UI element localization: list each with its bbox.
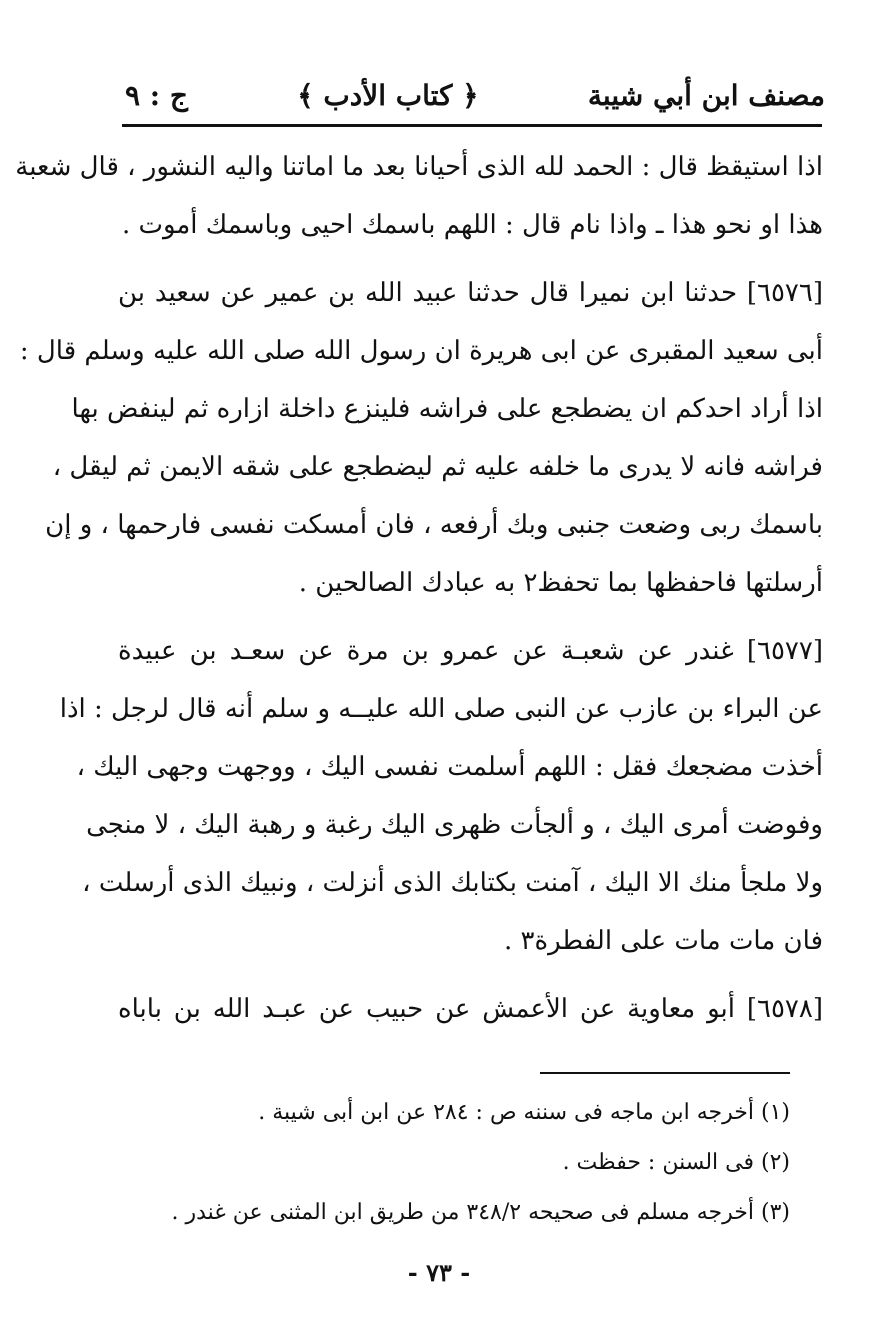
text-line: عن البراء بن عازب عن النبى صلى الله عليــه و سلم أنه قال لرجل : اذا <box>59 694 823 724</box>
page-number: - ٧٣ - <box>407 1258 471 1287</box>
text-line: ولا ملجأ منك الا اليك ، آمنت بكتابك الذى أنزلت ، ونبيك الذى أرسلت ، <box>82 868 823 898</box>
text-line: فراشه فانه لا يدرى ما خلفه عليه ثم ليضطجع على شقه الايمن ثم ليقل ، <box>52 452 823 482</box>
page-header <box>125 70 825 120</box>
text-line: باسمك ربى وضعت جنبى وبك أرفعه ، فان أمسكت نفسى فارحمها ، و إن <box>45 510 823 540</box>
footnote-3: (٣) أخرجه مسلم فى صحيحه ٣٤٨/٢ من طريق ابن المثنى عن غندر . <box>171 1200 790 1225</box>
text-line: وفوضت أمرى اليك ، و ألجأت ظهرى اليك رغبة و رهبة اليك ، لا منجى <box>86 810 823 840</box>
footnotes <box>160 1088 790 1238</box>
text-line: اذا استيقظ قال : الحمد لله الذى أحيانا بعد ما اماتنا واليه النشور ، قال شعبة <box>15 152 823 182</box>
text-line: فان مات مات على الفطرة٣ . <box>503 926 823 956</box>
header-divider <box>122 124 822 127</box>
footnote-divider <box>540 1072 790 1074</box>
book-title: مصنف ابن أبي شيبة <box>587 78 825 112</box>
text-line: أرسلتها فاحفظها بما تحفظ٢ به عبادك الصالحين . <box>298 568 823 598</box>
text-line: [٦٥٧٦] حدثنا ابن نميرا قال حدثنا عبيد الله بن عمير عن سعيد بن <box>118 278 823 308</box>
main-text <box>15 138 823 1048</box>
footnote-2: (٢) فى السنن : حفظت . <box>562 1150 790 1175</box>
footnote-1: (١) أخرجه ابن ماجه فى سننه ص : ٢٨٤ عن ابن أبى شيبة . <box>258 1100 790 1125</box>
text-line: [٦٥٧٨] أبو معاوية عن الأعمش عن حبيب عن عبـد الله بن باباه <box>118 994 823 1024</box>
hadith-6576 <box>19 264 823 612</box>
hadith-6577 <box>59 622 823 970</box>
hadith-6578 <box>118 980 823 1038</box>
volume-number: ج : ٩ <box>125 78 188 112</box>
section-title: ﴿ كتاب الأدب ﴾ <box>297 78 479 112</box>
text-line: أبى سعيد المقبرى عن ابى هريرة ان رسول الله صلى الله عليه وسلم قال : <box>19 336 823 366</box>
paragraph-continuation <box>15 138 823 254</box>
text-line: [٦٥٧٧] غندر عن شعبـة عن عمرو بن مرة عن سعـد بن عبيدة <box>118 636 823 666</box>
text-line: أخذت مضجعك فقل : اللهم أسلمت نفسى اليك ، ووجهت وجهى اليك ، <box>76 752 823 782</box>
text-line: اذا أراد احدكم ان يضطجع على فراشه فلينزع داخلة ازاره ثم لينفض بها <box>71 394 823 424</box>
text-line: هذا او نحو هذا ـ واذا نام قال : اللهم باسمك احيى وباسمك أموت . <box>121 210 823 240</box>
